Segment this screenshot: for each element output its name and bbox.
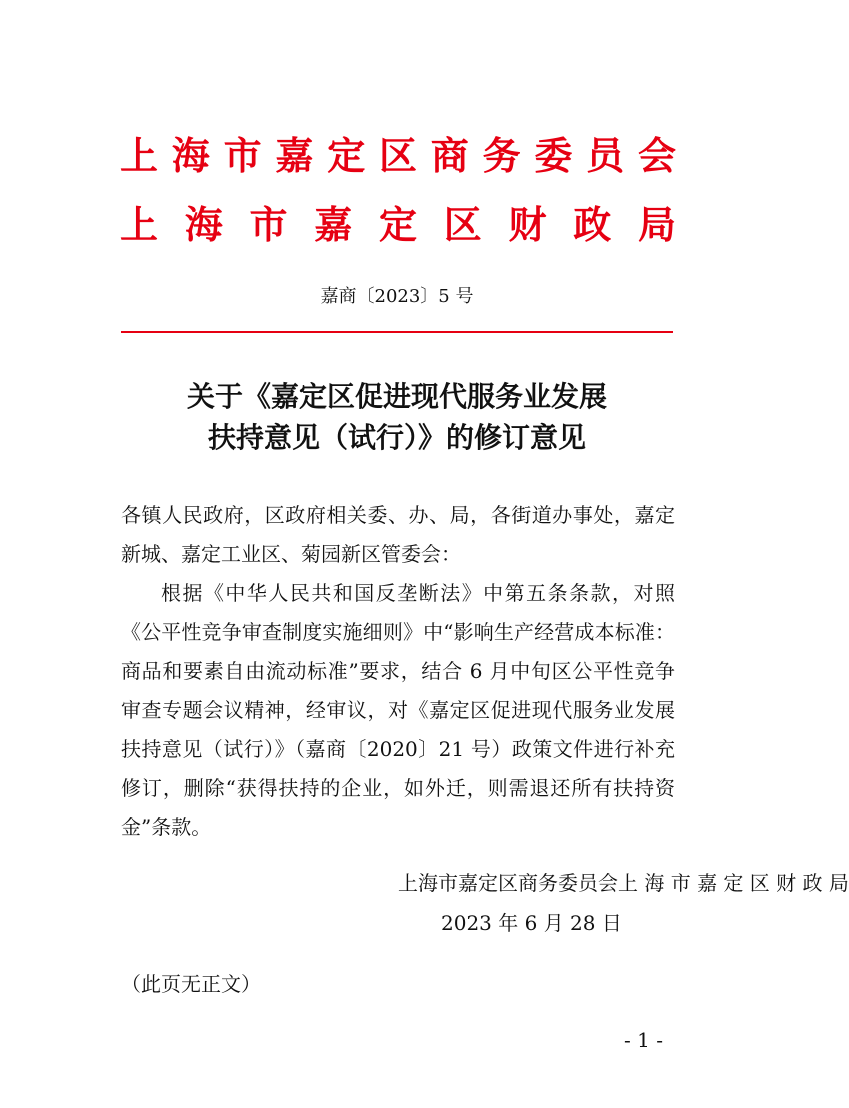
document-title-line-1: 关于《嘉定区促进现代服务业发展 bbox=[186, 380, 607, 413]
signature-organizations: 上海市嘉定区商务委员会上 海 市 嘉 定 区 财 政 局 bbox=[398, 871, 849, 895]
document-number: 嘉商〔2023〕5 号 bbox=[320, 286, 474, 307]
no-text-note: （此页无正文） bbox=[121, 972, 261, 996]
document-title-line-2: 扶持意见（试行）》的修订意见 bbox=[207, 421, 586, 454]
salutation: 各镇人民政府，区政府相关委、办、局，各街道办事处，嘉定新城、嘉定工业区、菊园新区管委会： bbox=[121, 503, 675, 566]
page-number: - 1 - bbox=[624, 1028, 663, 1052]
issuer-finance-bureau: 上海市嘉定区财政局 bbox=[120, 202, 676, 247]
body-paragraph: 根据《中华人民共和国反垄断法》中第五条条款，对照《公平性竞争审查制度实施细则》中“影响生产经营成本标准：商品和要素自由流动标准”要求，结合 6 月中旬区公平性竞争审查专题会议精神，经审议，对《嘉定区促进现代服务业发展扶持意见（试行）》（嘉商〔2020〕21 号）政策文件进行补充修订，删除“获得扶持的企业，如外迁，则需退还所有扶持资金”条款。 bbox=[121, 581, 675, 839]
issuer-commerce-committee: 上海市嘉定区商务委员会 bbox=[120, 133, 676, 178]
signature-date: 2023 年 6 月 28 日 bbox=[441, 911, 622, 935]
red-separator-line bbox=[121, 331, 673, 333]
